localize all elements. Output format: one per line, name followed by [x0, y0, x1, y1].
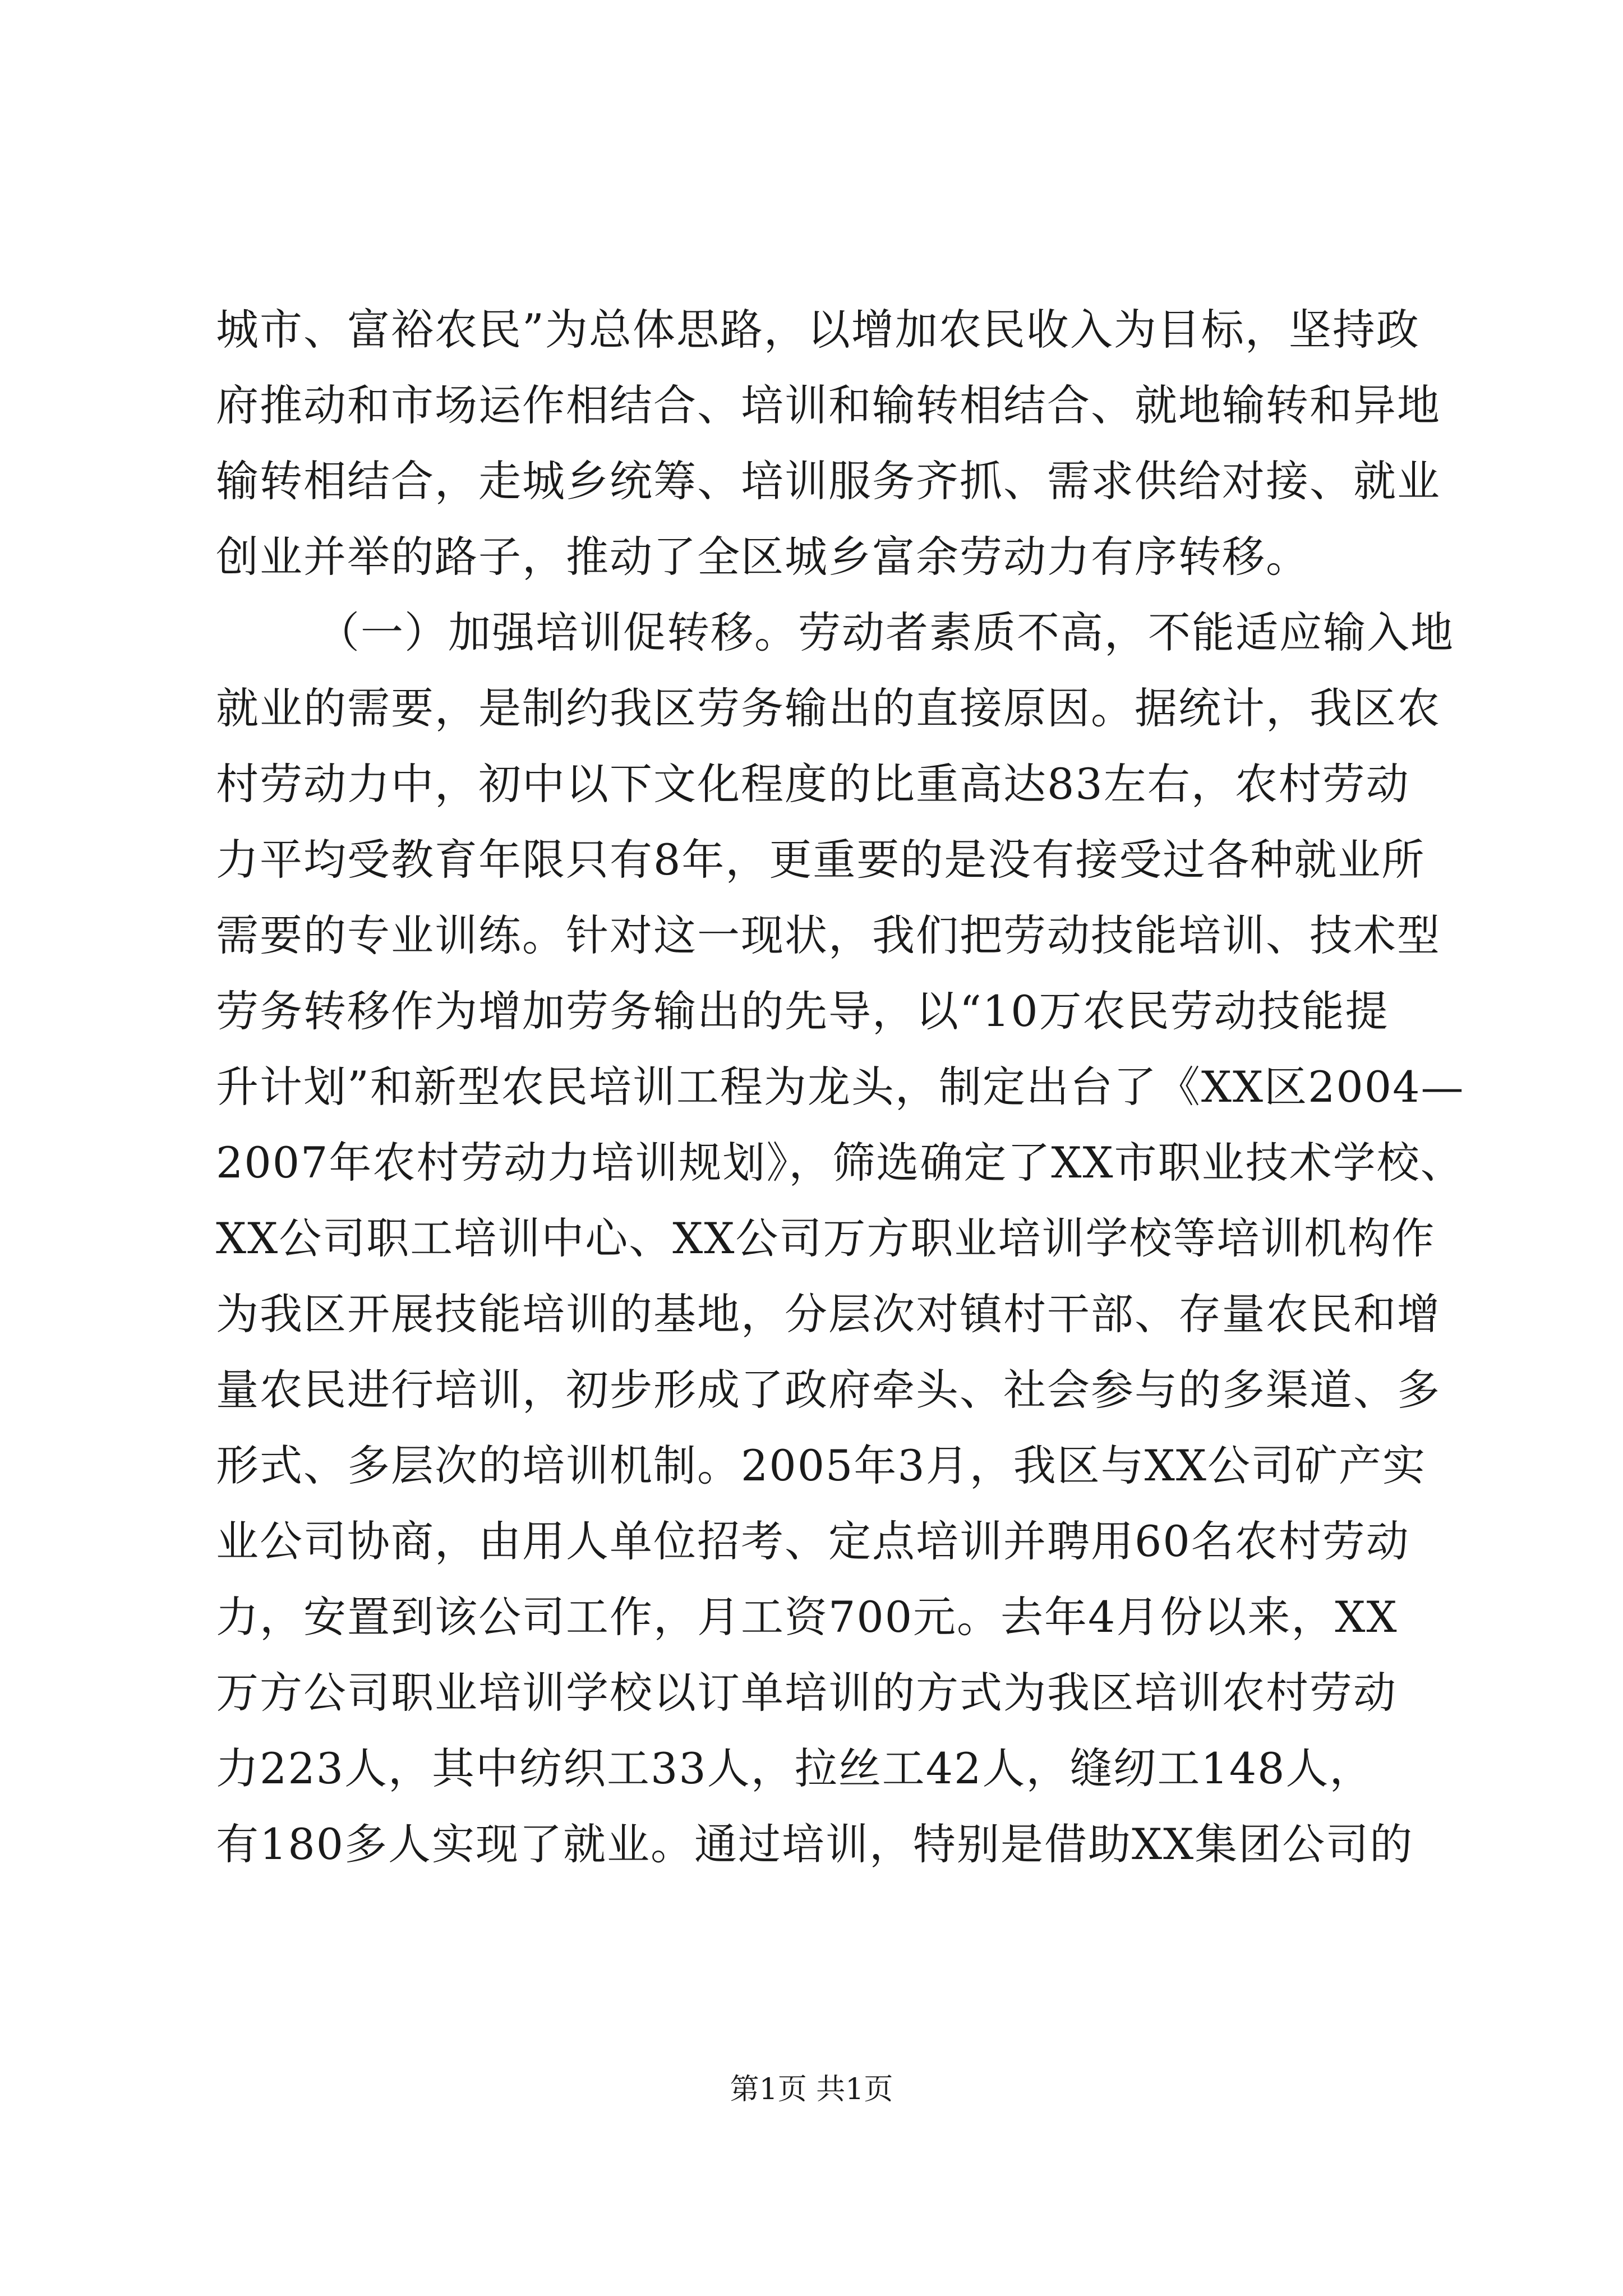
text-line: 力223人，其中纺织工33人，拉丝工42人，缝纫工148人， [216, 1743, 1373, 1793]
text-line: 需要的专业训练。针对这一现状，我们把劳动技能培训、技术型 [216, 910, 1441, 960]
text-line: XX公司职工培训中心、XX公司万方职业培训学校等培训机构作 [216, 1213, 1436, 1263]
text-line: 输转相结合，走城乡统筹、培训服务齐抓、需求供给对接、就业 [216, 456, 1441, 506]
text-line: 城市、富裕农民”为总体思路，以增加农民收入为目标，坚持政 [216, 305, 1420, 355]
text-line: 村劳动力中，初中以下文化程度的比重高达83左右，农村劳动 [216, 759, 1410, 809]
text-line: 2007年农村劳动力培训规划》，筛选确定了XX市职业技术学校、 [216, 1138, 1464, 1188]
section-heading-line: （一）加强培训促转移。劳动者素质不高，不能适应输入地 [317, 608, 1454, 657]
page-number-footer: 第1页 共1页 [730, 2073, 893, 2106]
text-line: 力，安置到该公司工作，月工资700元。去年4月份以来，XX [216, 1592, 1398, 1642]
text-line: 力平均受教育年限只有8年，更重要的是没有接受过各种就业所 [216, 835, 1426, 885]
body-text [216, 292, 1465, 1882]
text-line: 创业并举的路子，推动了全区城乡富余劳动力有序转移。 [216, 532, 1310, 582]
text-line: 就业的需要，是制约我区劳务输出的直接原因。据统计，我区农 [216, 683, 1441, 733]
text-line: 劳务转移作为增加劳务输出的先导，以“10万农民劳动技能提 [216, 986, 1389, 1036]
text-line: 业公司协商，由用人单位招考、定点培训并聘用60名农村劳动 [216, 1516, 1410, 1566]
text-line: 有180多人实现了就业。通过培训，特别是借助XX集团公司的 [216, 1819, 1414, 1869]
text-line: 为我区开展技能培训的基地，分层次对镇村干部、存量农民和增 [216, 1289, 1441, 1339]
text-line: 形式、多层次的培训机制。2005年3月，我区与XX公司矿产实 [216, 1441, 1426, 1490]
text-line: 量农民进行培训，初步形成了政府牵头、社会参与的多渠道、多 [216, 1365, 1441, 1415]
text-line: 万方公司职业培训学校以订单培训的方式为我区培训农村劳动 [216, 1668, 1397, 1718]
text-line: 升计划”和新型农民培训工程为龙头，制定出台了《XX区2004— [216, 1062, 1465, 1112]
text-line: 府推动和市场运作相结合、培训和输转相结合、就地输转和异地 [216, 380, 1441, 430]
